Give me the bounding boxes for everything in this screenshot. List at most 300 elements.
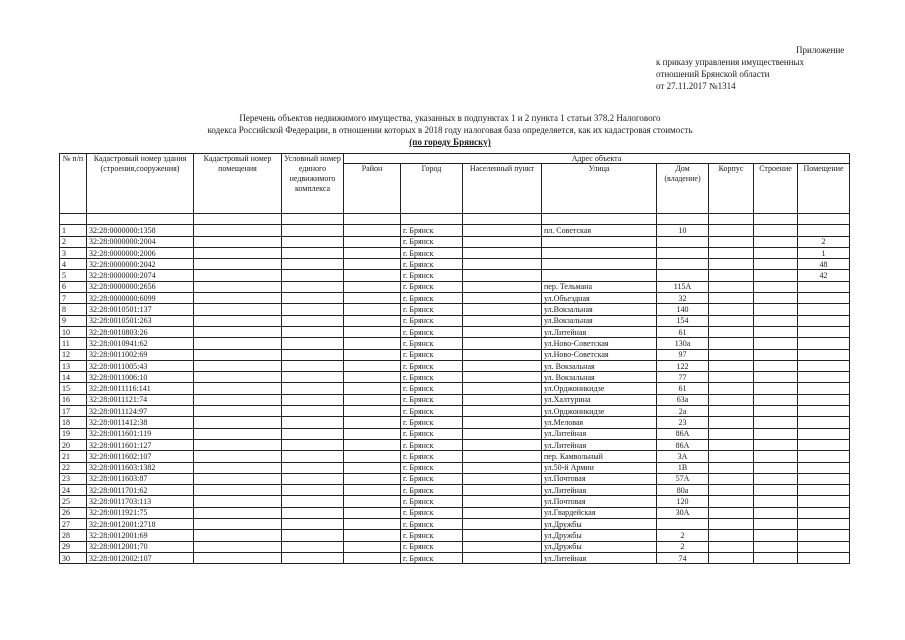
- street-cell: [542, 259, 657, 270]
- street-cell: [542, 236, 657, 247]
- cad-room-cell: [194, 507, 282, 518]
- cond-num-cell: [282, 338, 344, 349]
- settlement-cell: [463, 485, 542, 496]
- house-cell: 32: [657, 293, 709, 304]
- appendix-line: к приказу управления имущественных: [656, 57, 805, 67]
- house-cell: 57А: [657, 473, 709, 484]
- room-cell: [798, 360, 850, 371]
- settlement-cell: [463, 281, 542, 292]
- city-cell: г. Брянск: [401, 530, 463, 541]
- city-cell: г. Брянск: [401, 293, 463, 304]
- district-cell: [344, 360, 401, 371]
- appendix-date-number: от 27.11.2017 №1314: [656, 81, 736, 91]
- row-number-cell: 20: [60, 439, 87, 450]
- city-cell: г. Брянск: [401, 236, 463, 247]
- header-cad-building: Кадастровый номер здания (строения,сооружения): [87, 154, 194, 214]
- settlement-cell: [463, 417, 542, 428]
- cadastral-number-cell: 32:28:0011603:1382: [87, 462, 194, 473]
- settlement-cell: [463, 507, 542, 518]
- city-cell: г. Брянск: [401, 541, 463, 552]
- settlement-cell: [463, 541, 542, 552]
- cadastral-number-cell: 32:28:0000000:1358: [87, 225, 194, 236]
- row-number-cell: 19: [60, 428, 87, 439]
- table-row: [60, 451, 850, 462]
- city-cell: г. Брянск: [401, 473, 463, 484]
- table-row: [60, 247, 850, 258]
- city-cell: г. Брянск: [401, 417, 463, 428]
- house-cell: [657, 236, 709, 247]
- table-row: [60, 304, 850, 315]
- cond-num-cell: [282, 225, 344, 236]
- korpus-cell: [709, 281, 754, 292]
- cond-num-cell: [282, 496, 344, 507]
- property-table: [59, 153, 850, 564]
- building-cell: [754, 394, 798, 405]
- cond-num-cell: [282, 485, 344, 496]
- cad-room-cell: [194, 451, 282, 462]
- table-row: [60, 349, 850, 360]
- room-cell: [798, 507, 850, 518]
- cadastral-number-cell: 32:28:0012001:70: [87, 541, 194, 552]
- district-cell: [344, 383, 401, 394]
- settlement-cell: [463, 519, 542, 530]
- building-cell: [754, 552, 798, 563]
- title-city: (по городу Брянску): [409, 137, 491, 147]
- settlement-cell: [463, 315, 542, 326]
- building-cell: [754, 485, 798, 496]
- cond-num-cell: [282, 473, 344, 484]
- district-cell: [344, 406, 401, 417]
- street-cell: ул.Халтурина: [542, 394, 657, 405]
- korpus-cell: [709, 315, 754, 326]
- row-number-cell: 9: [60, 315, 87, 326]
- cad-room-cell: [194, 236, 282, 247]
- cond-num-cell: [282, 519, 344, 530]
- table-row: [60, 485, 850, 496]
- room-cell: [798, 541, 850, 552]
- header-cond-num: Условный номер единого недвижимого комплекса: [282, 154, 344, 214]
- house-cell: 140: [657, 304, 709, 315]
- cad-room-cell: [194, 406, 282, 417]
- room-cell: [798, 473, 850, 484]
- cad-room-cell: [194, 383, 282, 394]
- cad-room-cell: [194, 270, 282, 281]
- settlement-cell: [463, 496, 542, 507]
- city-cell: г. Брянск: [401, 270, 463, 281]
- building-cell: [754, 439, 798, 450]
- room-cell: [798, 338, 850, 349]
- table-row: [60, 293, 850, 304]
- room-cell: [798, 394, 850, 405]
- cadastral-number-cell: 32:28:0011701:62: [87, 485, 194, 496]
- street-cell: ул.Литейная: [542, 552, 657, 563]
- house-cell: [657, 259, 709, 270]
- settlement-cell: [463, 451, 542, 462]
- table-row: [60, 417, 850, 428]
- cad-room-cell: [194, 462, 282, 473]
- district-cell: [344, 349, 401, 360]
- table-body: [60, 214, 850, 564]
- korpus-cell: [709, 293, 754, 304]
- table-row: [60, 270, 850, 281]
- row-number-cell: 4: [60, 259, 87, 270]
- building-cell: [754, 383, 798, 394]
- korpus-cell: [709, 519, 754, 530]
- city-cell: г. Брянск: [401, 225, 463, 236]
- cadastral-number-cell: 32:28:0000000:2074: [87, 270, 194, 281]
- building-cell: [754, 451, 798, 462]
- house-cell: 74: [657, 552, 709, 563]
- table-row: [60, 473, 850, 484]
- room-cell: [798, 519, 850, 530]
- row-number-cell: 2: [60, 236, 87, 247]
- house-cell: 2: [657, 530, 709, 541]
- cadastral-number-cell: 32:28:0012002:107: [87, 552, 194, 563]
- row-number-cell: 26: [60, 507, 87, 518]
- building-cell: [754, 326, 798, 337]
- building-cell: [754, 428, 798, 439]
- table-row: [60, 507, 850, 518]
- cond-num-cell: [282, 247, 344, 258]
- building-cell: [754, 236, 798, 247]
- cad-room-cell: [194, 247, 282, 258]
- table-row: [60, 259, 850, 270]
- cad-room-cell: [194, 293, 282, 304]
- cadastral-number-cell: 32:28:0000000:2004: [87, 236, 194, 247]
- header-cad-room: Кадастровый номер помещения: [194, 154, 282, 214]
- street-cell: ул.Ново-Советская: [542, 349, 657, 360]
- cad-room-cell: [194, 394, 282, 405]
- row-number-cell: 17: [60, 406, 87, 417]
- city-cell: г. Брянск: [401, 552, 463, 563]
- building-cell: [754, 225, 798, 236]
- cad-room-cell: [194, 496, 282, 507]
- header-settlement: Населенный пункт: [463, 164, 542, 214]
- building-cell: [754, 315, 798, 326]
- table-row: [60, 383, 850, 394]
- city-cell: г. Брянск: [401, 360, 463, 371]
- street-cell: ул.Вокзальная: [542, 315, 657, 326]
- house-cell: 1В: [657, 462, 709, 473]
- header-num: № п/п: [60, 154, 87, 214]
- row-number-cell: 11: [60, 338, 87, 349]
- room-cell: [798, 485, 850, 496]
- house-cell: 130а: [657, 338, 709, 349]
- korpus-cell: [709, 507, 754, 518]
- row-number-cell: 7: [60, 293, 87, 304]
- cadastral-number-cell: 32:28:0011703:113: [87, 496, 194, 507]
- district-cell: [344, 304, 401, 315]
- district-cell: [344, 496, 401, 507]
- district-cell: [344, 530, 401, 541]
- room-cell: [798, 315, 850, 326]
- row-number-cell: 15: [60, 383, 87, 394]
- house-cell: 61: [657, 326, 709, 337]
- document-title: [150, 112, 750, 148]
- cadastral-number-cell: 32:28:0011006:10: [87, 372, 194, 383]
- korpus-cell: [709, 496, 754, 507]
- table-row: [60, 541, 850, 552]
- district-cell: [344, 507, 401, 518]
- street-cell: пл. Советская: [542, 225, 657, 236]
- room-cell: [798, 530, 850, 541]
- table-row: [60, 236, 850, 247]
- building-cell: [754, 507, 798, 518]
- district-cell: [344, 293, 401, 304]
- building-cell: [754, 496, 798, 507]
- cond-num-cell: [282, 281, 344, 292]
- settlement-cell: [463, 259, 542, 270]
- header-house: Дом (владение): [657, 164, 709, 214]
- korpus-cell: [709, 394, 754, 405]
- cond-num-cell: [282, 406, 344, 417]
- cad-room-cell: [194, 360, 282, 371]
- city-cell: г. Брянск: [401, 428, 463, 439]
- table-row: [60, 496, 850, 507]
- building-cell: [754, 259, 798, 270]
- korpus-cell: [709, 326, 754, 337]
- city-cell: г. Брянск: [401, 485, 463, 496]
- row-number-cell: 18: [60, 417, 87, 428]
- cond-num-cell: [282, 530, 344, 541]
- cad-room-cell: [194, 349, 282, 360]
- room-cell: [798, 349, 850, 360]
- korpus-cell: [709, 349, 754, 360]
- cadastral-number-cell: 32:28:0010941:62: [87, 338, 194, 349]
- cad-room-cell: [194, 519, 282, 530]
- district-cell: [344, 417, 401, 428]
- table-row: [60, 372, 850, 383]
- city-cell: г. Брянск: [401, 507, 463, 518]
- house-cell: 10: [657, 225, 709, 236]
- header-street: Улица: [542, 164, 657, 214]
- house-cell: 97: [657, 349, 709, 360]
- district-cell: [344, 394, 401, 405]
- settlement-cell: [463, 406, 542, 417]
- appendix-block: [656, 44, 844, 92]
- building-cell: [754, 417, 798, 428]
- room-cell: 42: [798, 270, 850, 281]
- street-cell: пер. Тельмана: [542, 281, 657, 292]
- city-cell: г. Брянск: [401, 519, 463, 530]
- building-cell: [754, 293, 798, 304]
- city-cell: г. Брянск: [401, 281, 463, 292]
- header-spacer-row: [60, 214, 850, 225]
- cond-num-cell: [282, 541, 344, 552]
- house-cell: 2: [657, 541, 709, 552]
- settlement-cell: [463, 552, 542, 563]
- city-cell: г. Брянск: [401, 372, 463, 383]
- cadastral-number-cell: 32:28:0011921:75: [87, 507, 194, 518]
- cadastral-number-cell: 32:28:0011002:69: [87, 349, 194, 360]
- district-cell: [344, 485, 401, 496]
- korpus-cell: [709, 360, 754, 371]
- district-cell: [344, 315, 401, 326]
- street-cell: ул.Дружбы: [542, 530, 657, 541]
- settlement-cell: [463, 270, 542, 281]
- cad-room-cell: [194, 304, 282, 315]
- korpus-cell: [709, 428, 754, 439]
- cadastral-number-cell: 32:28:0011121:74: [87, 394, 194, 405]
- street-cell: ул.Орджоникидзе: [542, 383, 657, 394]
- building-cell: [754, 473, 798, 484]
- house-cell: 77: [657, 372, 709, 383]
- house-cell: 115А: [657, 281, 709, 292]
- row-number-cell: 3: [60, 247, 87, 258]
- street-cell: ул.Литейная: [542, 428, 657, 439]
- building-cell: [754, 304, 798, 315]
- street-cell: ул.Литейная: [542, 439, 657, 450]
- building-cell: [754, 372, 798, 383]
- building-cell: [754, 360, 798, 371]
- street-cell: ул.50-й Армии: [542, 462, 657, 473]
- row-number-cell: 21: [60, 451, 87, 462]
- cad-room-cell: [194, 326, 282, 337]
- city-cell: г. Брянск: [401, 439, 463, 450]
- cad-room-cell: [194, 259, 282, 270]
- title-line: кодекса Российской Федерации, в отношении которых в 2018 году налоговая база определяется, как их кадастровая стоимость: [207, 125, 693, 135]
- table-row: [60, 530, 850, 541]
- cad-room-cell: [194, 428, 282, 439]
- row-number-cell: 8: [60, 304, 87, 315]
- district-cell: [344, 462, 401, 473]
- cond-num-cell: [282, 428, 344, 439]
- table-row: [60, 225, 850, 236]
- cadastral-number-cell: 32:28:0011602:107: [87, 451, 194, 462]
- cond-num-cell: [282, 236, 344, 247]
- cond-num-cell: [282, 293, 344, 304]
- city-cell: г. Брянск: [401, 304, 463, 315]
- street-cell: ул.Дружбы: [542, 541, 657, 552]
- building-cell: [754, 270, 798, 281]
- house-cell: 86А: [657, 428, 709, 439]
- settlement-cell: [463, 372, 542, 383]
- row-number-cell: 24: [60, 485, 87, 496]
- district-cell: [344, 225, 401, 236]
- row-number-cell: 6: [60, 281, 87, 292]
- table-row: [60, 326, 850, 337]
- korpus-cell: [709, 225, 754, 236]
- settlement-cell: [463, 394, 542, 405]
- house-cell: 154: [657, 315, 709, 326]
- house-cell: [657, 247, 709, 258]
- row-number-cell: 1: [60, 225, 87, 236]
- house-cell: 63а: [657, 394, 709, 405]
- korpus-cell: [709, 451, 754, 462]
- district-cell: [344, 236, 401, 247]
- korpus-cell: [709, 372, 754, 383]
- row-number-cell: 5: [60, 270, 87, 281]
- korpus-cell: [709, 485, 754, 496]
- settlement-cell: [463, 530, 542, 541]
- settlement-cell: [463, 236, 542, 247]
- cad-room-cell: [194, 530, 282, 541]
- house-cell: [657, 270, 709, 281]
- city-cell: г. Брянск: [401, 383, 463, 394]
- korpus-cell: [709, 541, 754, 552]
- header-room: Помещение: [798, 164, 850, 214]
- settlement-cell: [463, 428, 542, 439]
- street-cell: ул.Объездная: [542, 293, 657, 304]
- korpus-cell: [709, 270, 754, 281]
- house-cell: 122: [657, 360, 709, 371]
- table-row: [60, 338, 850, 349]
- room-cell: [798, 451, 850, 462]
- street-cell: ул.Ново-Советская: [542, 338, 657, 349]
- cond-num-cell: [282, 507, 344, 518]
- cad-room-cell: [194, 541, 282, 552]
- table-row: [60, 439, 850, 450]
- cad-room-cell: [194, 281, 282, 292]
- table-row: [60, 428, 850, 439]
- appendix-title: Приложение: [796, 45, 845, 55]
- district-cell: [344, 372, 401, 383]
- room-cell: 2: [798, 236, 850, 247]
- row-number-cell: 22: [60, 462, 87, 473]
- cond-num-cell: [282, 270, 344, 281]
- korpus-cell: [709, 259, 754, 270]
- korpus-cell: [709, 304, 754, 315]
- title-line: Перечень объектов недвижимого имущества, указанных в подпунктах 1 и 2 пункта 1 статьи 378.2 Налогового: [239, 113, 661, 123]
- table-row: [60, 360, 850, 371]
- korpus-cell: [709, 247, 754, 258]
- cad-room-cell: [194, 315, 282, 326]
- street-cell: ул.Почтовая: [542, 496, 657, 507]
- row-number-cell: 14: [60, 372, 87, 383]
- cond-num-cell: [282, 552, 344, 563]
- settlement-cell: [463, 247, 542, 258]
- room-cell: [798, 326, 850, 337]
- city-cell: г. Брянск: [401, 496, 463, 507]
- building-cell: [754, 462, 798, 473]
- city-cell: г. Брянск: [401, 349, 463, 360]
- cad-room-cell: [194, 439, 282, 450]
- cond-num-cell: [282, 326, 344, 337]
- street-cell: ул. Вокзальная: [542, 360, 657, 371]
- house-cell: 61: [657, 383, 709, 394]
- street-cell: ул.Дружбы: [542, 519, 657, 530]
- header-address: Адрес объекта: [344, 154, 850, 164]
- row-number-cell: 23: [60, 473, 87, 484]
- building-cell: [754, 247, 798, 258]
- room-cell: [798, 496, 850, 507]
- district-cell: [344, 338, 401, 349]
- district-cell: [344, 473, 401, 484]
- district-cell: [344, 519, 401, 530]
- street-cell: ул.Гвардейская: [542, 507, 657, 518]
- korpus-cell: [709, 383, 754, 394]
- cond-num-cell: [282, 439, 344, 450]
- cadastral-number-cell: 32:28:0010501:263: [87, 315, 194, 326]
- room-cell: [798, 552, 850, 563]
- cad-room-cell: [194, 225, 282, 236]
- row-number-cell: 29: [60, 541, 87, 552]
- city-cell: г. Брянск: [401, 394, 463, 405]
- house-cell: 2а: [657, 406, 709, 417]
- settlement-cell: [463, 338, 542, 349]
- row-number-cell: 16: [60, 394, 87, 405]
- room-cell: [798, 417, 850, 428]
- korpus-cell: [709, 236, 754, 247]
- house-cell: 80а: [657, 485, 709, 496]
- street-cell: ул. Вокзальная: [542, 372, 657, 383]
- cadastral-number-cell: 32:28:0000000:6099: [87, 293, 194, 304]
- room-cell: [798, 439, 850, 450]
- city-cell: г. Брянск: [401, 451, 463, 462]
- korpus-cell: [709, 417, 754, 428]
- room-cell: [798, 372, 850, 383]
- street-cell: [542, 270, 657, 281]
